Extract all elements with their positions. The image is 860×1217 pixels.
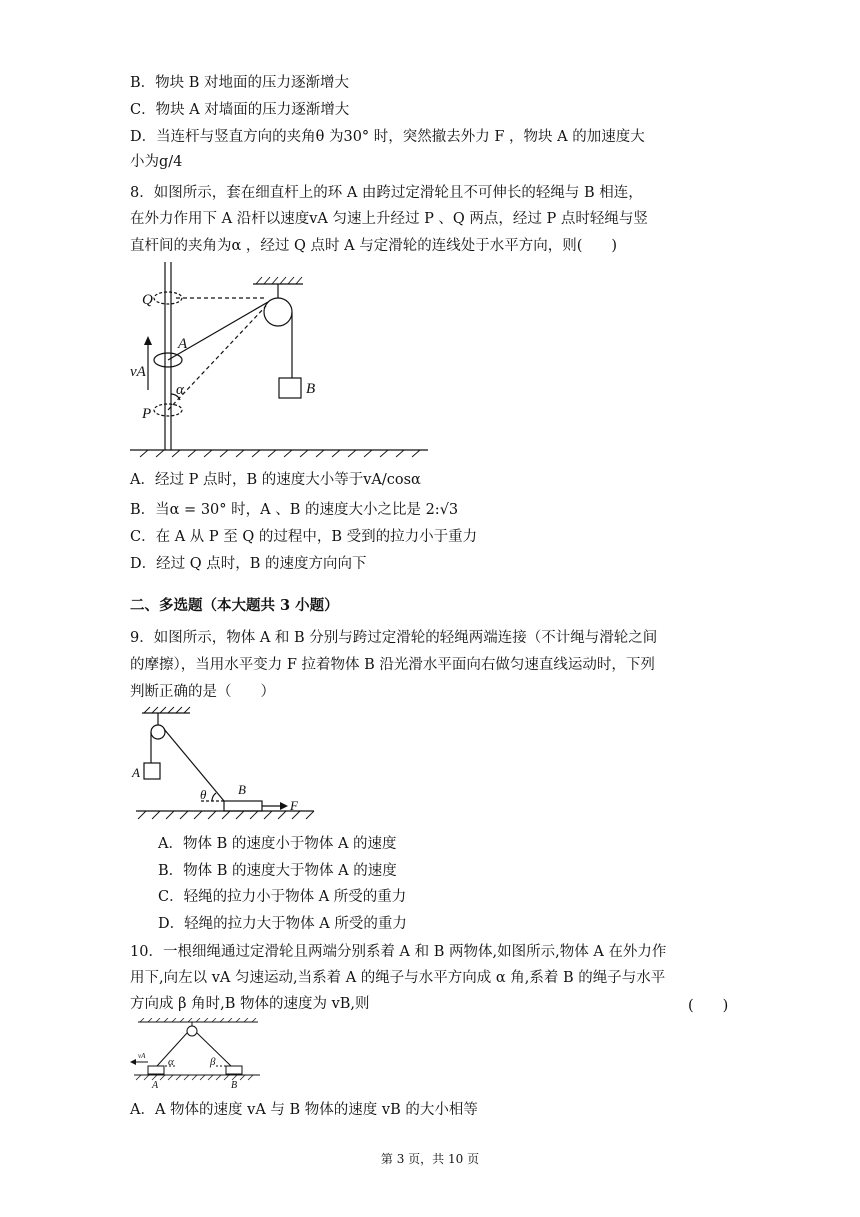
q10-label-va: vA [138,1052,146,1060]
q8-option-d: D．经过 Q 点时，B 的速度方向向下 [130,556,367,572]
q10-stem-line1: 10．一根细绳通过定滑轮且两端分别系着 A 和 B 两物体,如图所示,物体 A 在外力作 [130,944,667,960]
q7-option-d-line1: D．当连杆与竖直方向的夹角θ 为30° 时，突然撤去外力 F ，物块 A 的加速度大 [130,129,645,145]
q8-stem-line2: 在外力作用下 A 沿杆以速度vA 匀速上升经过 P 、Q 两点，经过 P 点时轻绳与竖 [130,211,648,227]
q10-label-a: A [152,1080,159,1090]
q9-label-theta: θ [200,787,207,802]
q9-option-c: C．轻绳的拉力小于物体 A 所受的重力 [158,889,407,905]
q7-option-c: C．物块 A 对墙面的压力逐渐增大 [130,102,350,118]
q8-option-b: B．当α = 30° 时，A 、B 的速度大小之比是 2:√3 [130,502,459,518]
q8-label-q: Q [142,292,153,308]
q9-stem-line1: 9．如图所示，物体 A 和 B 分别与跨过定滑轮的轻绳两端连接（不计绳与滑轮之间 [130,630,658,646]
q9-figure [128,705,318,830]
q8-figure [128,262,448,462]
q9-label-b: B [238,782,246,797]
q8-option-a: A．经过 P 点时，B 的速度大小等于vA/cosα [130,472,421,488]
q7-option-b: B．物块 B 对地面的压力逐渐增大 [130,75,350,91]
page-footer: 第 3 页，共 10 页 [380,1152,480,1166]
q8-stem-line3: 直杆间的夹角为α ，经过 Q 点时 A 与定滑轮的连线处于水平方向，则( ) [130,238,618,254]
q9-option-a: A．物体 B 的速度小于物体 A 的速度 [158,836,397,852]
q10-option-a: A．A 物体的速度 vA 与 B 物体的速度 vB 的大小相等 [130,1102,478,1118]
q9-label-f: F [290,798,298,813]
q8-stem-line1: 8．如图所示，套在细直杆上的环 A 由跨过定滑轮且不可伸长的轻绳与 B 相连， [130,185,643,201]
q8-label-va: vA [130,364,146,380]
q8-label-b: B [306,381,316,397]
q10-label-alpha: α [168,1056,174,1068]
q10-stem-line2: 用下,向左以 vA 匀速运动,当系着 A 的绳子与水平方向成 α 角,系着 B 的绳子与水平 [130,970,666,986]
q10-answer-paren: ( ) [688,998,729,1014]
q9-option-b: B．物体 B 的速度大于物体 A 的速度 [158,863,397,879]
q9-stem-line2: 的摩擦），当用水平变力 F 拉着物体 B 沿光滑水平面向右做匀速直线运动时，下列 [130,657,655,673]
section-heading: 二、多选题（本大题共 3 小题） [130,597,339,614]
q9-label-a: A [132,765,140,780]
q7-option-d-line2: 小为g/4 [130,154,183,170]
q9-option-d: D．轻绳的拉力大于物体 A 所受的重力 [158,916,407,932]
q8-option-c: C．在 A 从 P 至 Q 的过程中，B 受到的拉力小于重力 [130,529,478,545]
q9-stem-line3: 判断正确的是（ ） [130,684,275,700]
q10-label-beta: β [210,1056,216,1068]
q8-label-alpha: α [176,382,184,398]
q10-label-b: B [231,1080,238,1090]
q8-label-p: P [142,406,152,422]
q10-stem-line3: 方向成 β 角时,B 物体的速度为 vB,则 [130,996,370,1012]
q8-label-a: A [178,336,188,352]
q10-figure [128,1018,263,1090]
